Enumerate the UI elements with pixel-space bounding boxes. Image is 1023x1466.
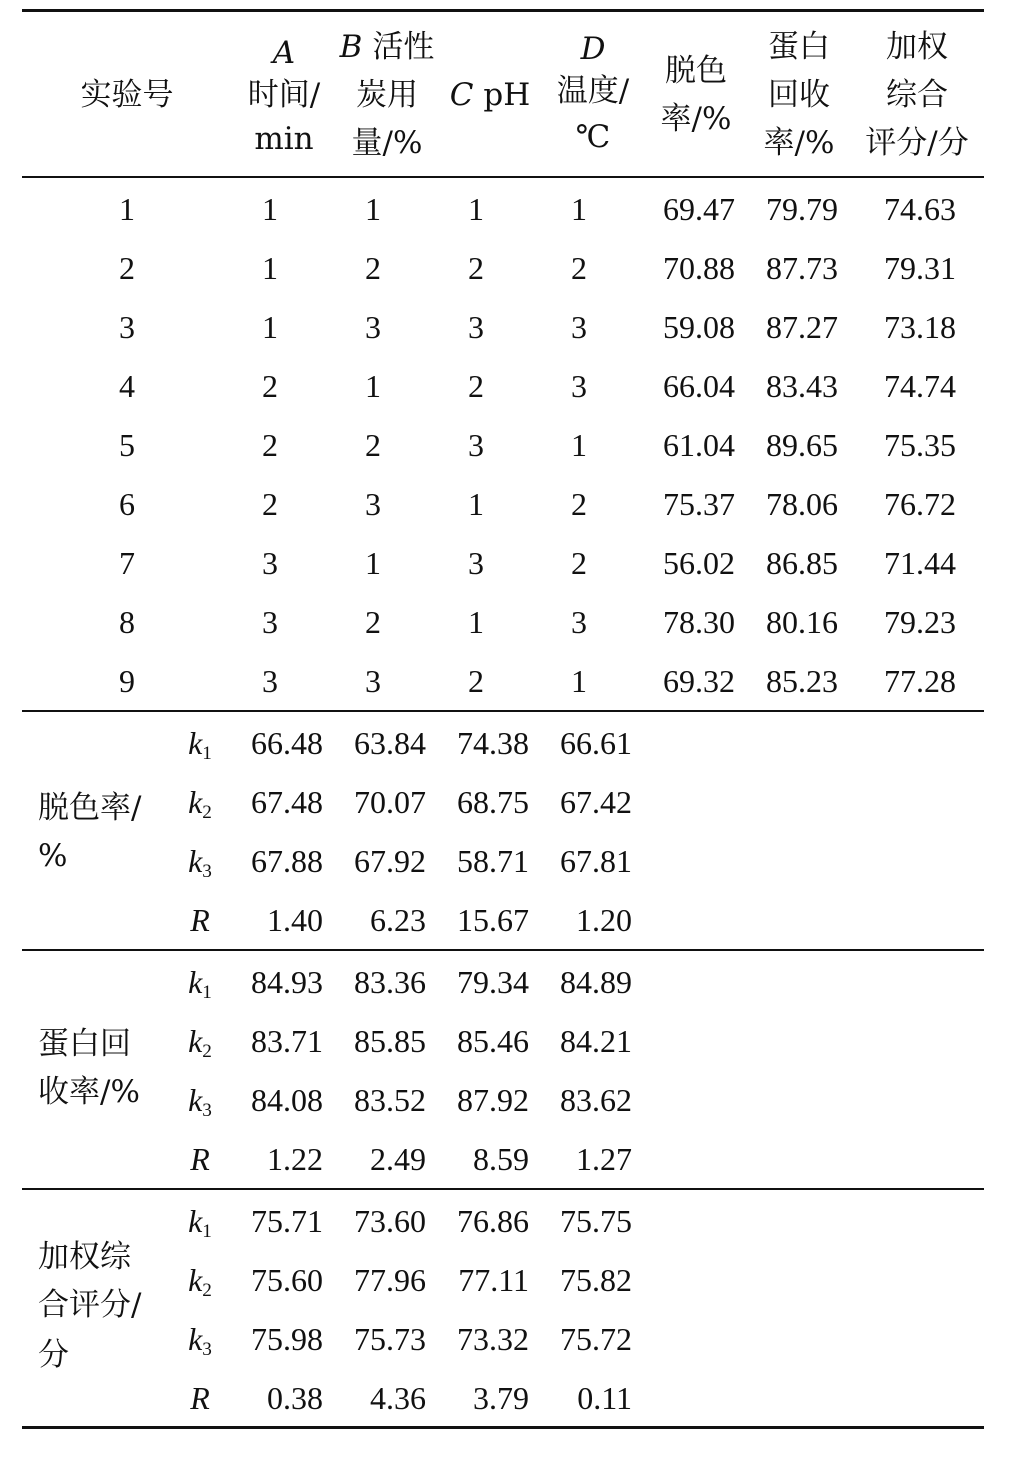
- factor-d-cell: 3: [571, 368, 587, 404]
- header-weighted-line1: 加权: [886, 29, 948, 65]
- protein-cell: 89.65: [766, 427, 838, 463]
- section-label-decolor: 脱色率/: [38, 790, 142, 826]
- header-factor-a-unit: min: [254, 121, 314, 157]
- decolor-cell: 59.08: [663, 309, 735, 345]
- protein-stat-cell: 84.21: [560, 1023, 632, 1059]
- decolor-stat-cell: 67.92: [354, 843, 426, 879]
- protein-stat-cell: 83.52: [354, 1082, 426, 1118]
- section-rule-protein: [22, 949, 984, 951]
- weighted-cell: 75.35: [884, 427, 956, 463]
- decolor-cell: 70.88: [663, 250, 735, 286]
- protein-stat-cell: 1.27: [576, 1141, 632, 1177]
- weighted-cell: 79.31: [884, 250, 956, 286]
- decolor-cell: 75.37: [663, 486, 735, 522]
- weighted-cell: 79.23: [884, 604, 956, 640]
- decolor-stat-cell: 68.75: [457, 784, 529, 820]
- header-weighted-line2: 综合: [886, 77, 948, 113]
- weighted-cell: 73.18: [884, 309, 956, 345]
- factor-c-cell: 1: [468, 486, 484, 522]
- weighted-stat-cell: 4.36: [370, 1380, 426, 1416]
- decolor-cell: 69.32: [663, 663, 735, 699]
- protein-cell: 86.85: [766, 545, 838, 581]
- decolor-stat-cell: 67.48: [251, 784, 323, 820]
- factor-b-cell: 1: [365, 545, 381, 581]
- header-exp-no: 实验号: [80, 77, 174, 113]
- weighted-cell: 77.28: [884, 663, 956, 699]
- decolor-cell: 61.04: [663, 427, 735, 463]
- factor-b-cell: 3: [365, 663, 381, 699]
- factor-a-cell: 1: [262, 191, 278, 227]
- header-weighted-line3: 评分/分: [865, 125, 969, 161]
- exp-no-cell: 6: [119, 486, 135, 522]
- protein-stat-cell: 84.89: [560, 964, 632, 1000]
- protein-stat-cell: 83.71: [251, 1023, 323, 1059]
- header-factor-d-letter: D: [580, 31, 606, 67]
- header-factor-c: [449, 77, 531, 113]
- weighted-cell: 76.72: [884, 486, 956, 522]
- weighted-stat-cell: 75.72: [560, 1321, 632, 1357]
- weighted-stat-cell: 73.60: [354, 1203, 426, 1239]
- stat-label-k1: $k_1$: [188, 725, 212, 764]
- header-factor-a-letter: A: [272, 35, 296, 71]
- protein-stat-cell: 87.92: [457, 1082, 529, 1118]
- stat-label-k2: $k_2$: [188, 1023, 212, 1062]
- protein-stat-cell: 85.46: [457, 1023, 529, 1059]
- exp-no-cell: 9: [119, 663, 135, 699]
- factor-a-cell: 3: [262, 545, 278, 581]
- factor-b-cell: 2: [365, 427, 381, 463]
- header-protein-line1: 蛋白: [768, 29, 830, 65]
- weighted-stat-cell: 0.38: [267, 1380, 323, 1416]
- decolor-cell: 66.04: [663, 368, 735, 404]
- weighted-cell: 74.63: [884, 191, 956, 227]
- weighted-stat-cell: 75.60: [251, 1262, 323, 1298]
- weighted-stat-cell: 0.11: [577, 1380, 632, 1416]
- decolor-stat-cell: 15.67: [457, 902, 529, 938]
- decolor-stat-cell: 70.07: [354, 784, 426, 820]
- protein-stat-cell: 2.49: [370, 1141, 426, 1177]
- header-protein-line3: 率/%: [763, 125, 835, 161]
- header-factor-a-name: 时间/: [247, 77, 321, 113]
- header-factor-b-line2: 炭用: [356, 77, 418, 113]
- factor-b-cell: 2: [365, 250, 381, 286]
- header-factor-c-letter: C: [449, 77, 474, 113]
- decolor-stat-cell: 67.42: [560, 784, 632, 820]
- weighted-cell: 71.44: [884, 545, 956, 581]
- weighted-stat-cell: 77.96: [354, 1262, 426, 1298]
- factor-d-cell: 1: [571, 663, 587, 699]
- header-factor-b-unit: 量/%: [351, 125, 423, 161]
- weighted-stat-cell: 73.32: [457, 1321, 529, 1357]
- header-factor-b-name: 活性: [372, 29, 435, 65]
- weighted-cell: 74.74: [884, 368, 956, 404]
- section-label-weighted: 合评分/: [38, 1287, 142, 1323]
- factor-c-cell: 3: [468, 309, 484, 345]
- decolor-cell: 69.47: [663, 191, 735, 227]
- weighted-stat-cell: 75.75: [560, 1203, 632, 1239]
- section-label-decolor: %: [38, 838, 68, 874]
- protein-stat-cell: 83.36: [354, 964, 426, 1000]
- decolor-stat-cell: 66.48: [251, 725, 323, 761]
- header-rule: [22, 176, 984, 178]
- section-label-weighted: 加权综: [38, 1239, 131, 1275]
- protein-stat-cell: 1.22: [267, 1141, 323, 1177]
- factor-d-cell: 1: [571, 427, 587, 463]
- factor-d-cell: 2: [571, 545, 587, 581]
- factor-b-cell: 2: [365, 604, 381, 640]
- exp-no-cell: 7: [119, 545, 135, 581]
- stat-label-k3: $k_3$: [188, 1321, 212, 1360]
- stat-label-k3: $k_3$: [188, 1082, 212, 1121]
- factor-c-cell: 1: [468, 604, 484, 640]
- section-label-protein: 收率/%: [38, 1074, 140, 1110]
- header-factor-d-name: 温度/: [556, 73, 630, 109]
- factor-d-cell: 3: [571, 309, 587, 345]
- weighted-stat-cell: 77.11: [458, 1262, 529, 1298]
- decolor-cell: 78.30: [663, 604, 735, 640]
- stat-label-k3: $k_3$: [188, 843, 212, 882]
- factor-a-cell: 1: [262, 309, 278, 345]
- weighted-stat-cell: 75.71: [251, 1203, 323, 1239]
- stat-label-k1: $k_1$: [188, 964, 212, 1003]
- factor-d-cell: 1: [571, 191, 587, 227]
- section-label-weighted: 分: [38, 1337, 69, 1373]
- protein-stat-cell: 84.08: [251, 1082, 323, 1118]
- factor-b-cell: 3: [365, 309, 381, 345]
- decolor-stat-cell: 1.20: [576, 902, 632, 938]
- factor-a-cell: 3: [262, 663, 278, 699]
- weighted-stat-cell: 76.86: [457, 1203, 529, 1239]
- protein-cell: 83.43: [766, 368, 838, 404]
- factor-d-cell: 2: [571, 250, 587, 286]
- section-rule-weighted: [22, 1188, 984, 1190]
- factor-c-cell: 2: [468, 663, 484, 699]
- bottom-rule: [22, 1426, 984, 1429]
- exp-no-cell: 5: [119, 427, 135, 463]
- exp-no-cell: 3: [119, 309, 135, 345]
- header-factor-d-unit: ℃: [575, 119, 611, 155]
- weighted-stat-cell: 75.73: [354, 1321, 426, 1357]
- header-decolor-line2: 率/%: [660, 101, 732, 137]
- decolor-stat-cell: 67.88: [251, 843, 323, 879]
- stat-label-r: R: [190, 1141, 210, 1177]
- decolor-stat-cell: 67.81: [560, 843, 632, 879]
- stat-label-k2: $k_2$: [188, 1262, 212, 1301]
- protein-cell: 78.06: [766, 486, 838, 522]
- decolor-stat-cell: 58.71: [457, 843, 529, 879]
- factor-c-cell: 3: [468, 545, 484, 581]
- header-factor-b-letter: B: [339, 29, 363, 65]
- protein-cell: 80.16: [766, 604, 838, 640]
- decolor-stat-cell: 66.61: [560, 725, 632, 761]
- factor-a-cell: 1: [262, 250, 278, 286]
- stat-label-r: R: [190, 902, 210, 938]
- protein-cell: 87.27: [766, 309, 838, 345]
- protein-stat-cell: 79.34: [457, 964, 529, 1000]
- weighted-stat-cell: 75.98: [251, 1321, 323, 1357]
- decolor-stat-cell: 74.38: [457, 725, 529, 761]
- protein-stat-cell: 8.59: [473, 1141, 529, 1177]
- section-rule-decolor: [22, 710, 984, 712]
- protein-stat-cell: 84.93: [251, 964, 323, 1000]
- factor-a-cell: 3: [262, 604, 278, 640]
- header-factor-b-line1: [339, 29, 435, 65]
- stat-label-r: R: [190, 1380, 210, 1416]
- factor-b-cell: 3: [365, 486, 381, 522]
- decolor-stat-cell: 1.40: [267, 902, 323, 938]
- stat-label-k2: $k_2$: [188, 784, 212, 823]
- factor-a-cell: 2: [262, 486, 278, 522]
- header-factor-c-name: pH: [483, 77, 531, 113]
- protein-cell: 87.73: [766, 250, 838, 286]
- decolor-stat-cell: 63.84: [354, 725, 426, 761]
- section-label-protein: 蛋白回: [38, 1026, 131, 1062]
- factor-c-cell: 2: [468, 250, 484, 286]
- factor-c-cell: 2: [468, 368, 484, 404]
- protein-stat-cell: 85.85: [354, 1023, 426, 1059]
- header-decolor-line1: 脱色: [665, 53, 727, 89]
- factor-a-cell: 2: [262, 427, 278, 463]
- factor-d-cell: 2: [571, 486, 587, 522]
- protein-cell: 79.79: [766, 191, 838, 227]
- factor-a-cell: 2: [262, 368, 278, 404]
- decolor-cell: 56.02: [663, 545, 735, 581]
- factor-b-cell: 1: [365, 368, 381, 404]
- exp-no-cell: 2: [119, 250, 135, 286]
- stat-label-k1: $k_1$: [188, 1203, 212, 1242]
- exp-no-cell: 1: [119, 191, 135, 227]
- decolor-stat-cell: 6.23: [370, 902, 426, 938]
- weighted-stat-cell: 3.79: [473, 1380, 529, 1416]
- factor-b-cell: 1: [365, 191, 381, 227]
- exp-no-cell: 8: [119, 604, 135, 640]
- header-protein-line2: 回收: [768, 77, 830, 113]
- weighted-stat-cell: 75.82: [560, 1262, 632, 1298]
- factor-d-cell: 3: [571, 604, 587, 640]
- protein-cell: 85.23: [766, 663, 838, 699]
- factor-c-cell: 3: [468, 427, 484, 463]
- factor-c-cell: 1: [468, 191, 484, 227]
- protein-stat-cell: 83.62: [560, 1082, 632, 1118]
- top-rule: [22, 9, 984, 12]
- exp-no-cell: 4: [119, 368, 135, 404]
